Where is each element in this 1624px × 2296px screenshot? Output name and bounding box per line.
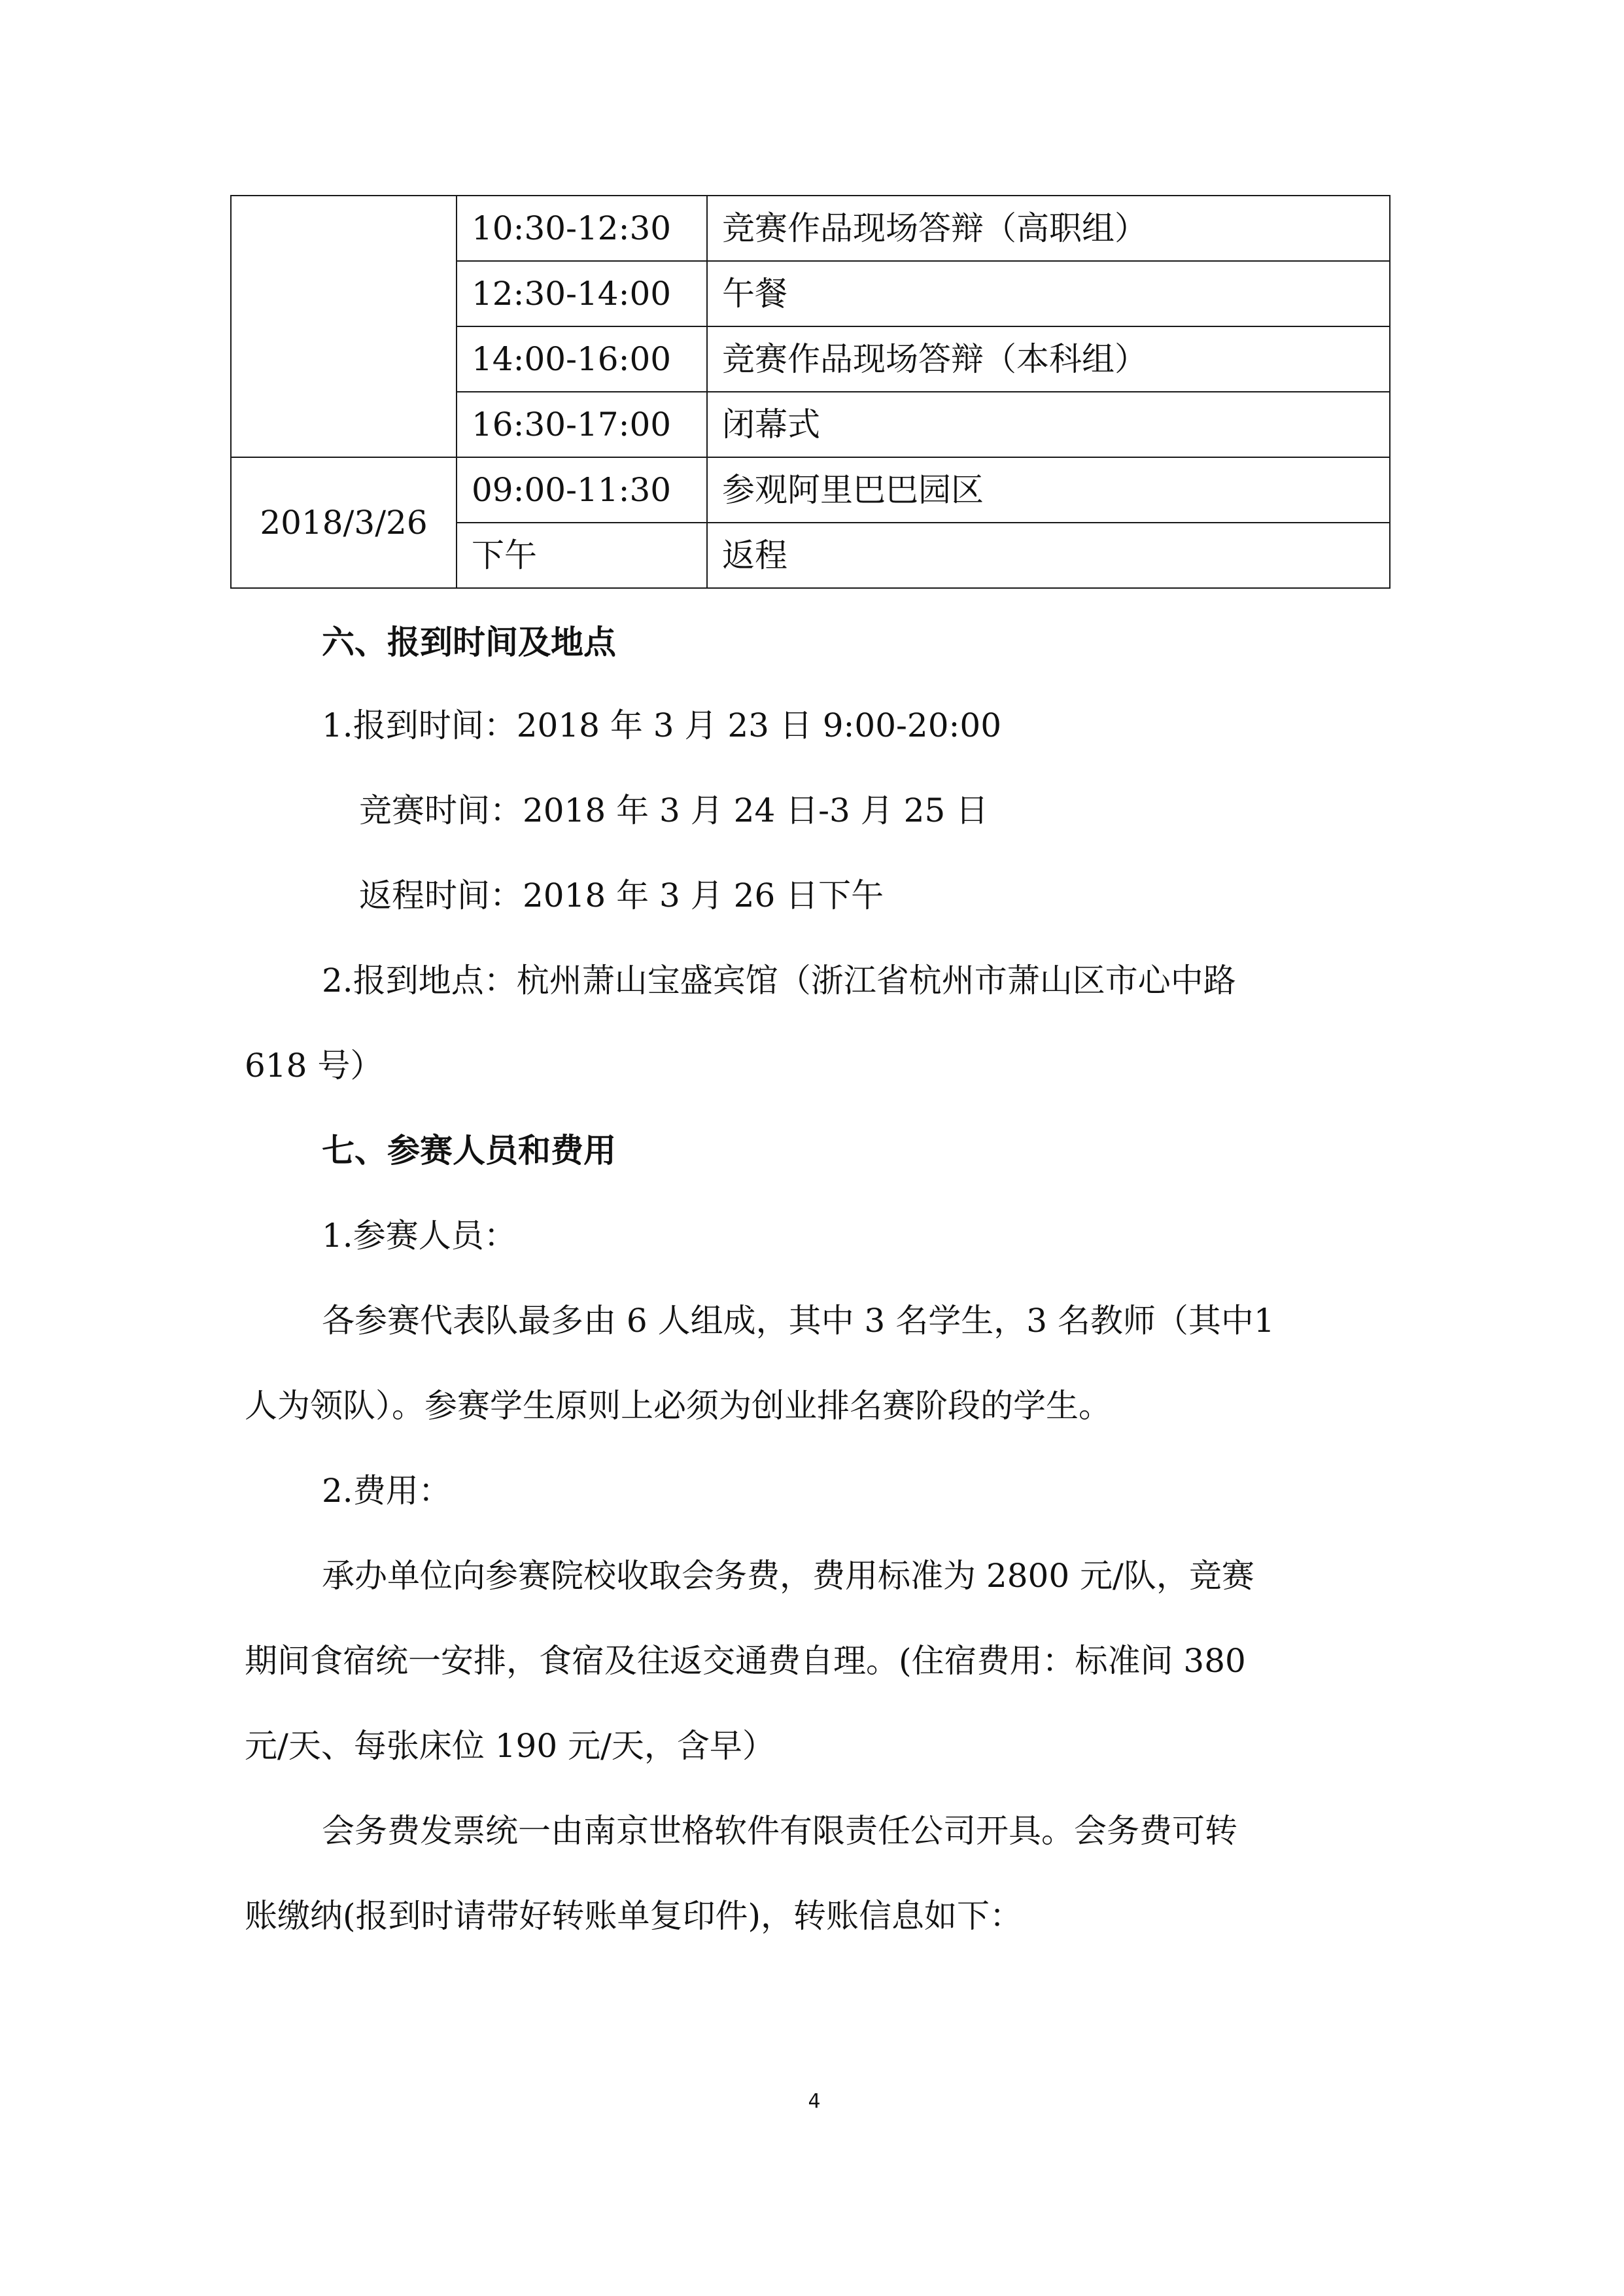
fee-text: 承办单位向参赛院校收取会务费，费用标准为 2800 元/队，竞赛 [322, 1557, 1254, 1595]
report-location-line: 2.报到地点：杭州萧山宝盛宾馆（浙江省杭州市萧山区市心中路 [322, 962, 1236, 1000]
invoice-text: 会务费发票统一由南京世格软件有限责任公司开具。会务费可转 [322, 1812, 1237, 1850]
date-cell: 2018/3/26 [231, 457, 457, 588]
time-cell: 09:00-11:30 [457, 457, 707, 523]
fee-text-cont-2: 元/天、每张床位 190 元/天，含早） [245, 1727, 775, 1765]
section-7-heading: 七、参赛人员和费用 [322, 1132, 616, 1170]
date-cell-previous-day [231, 196, 457, 457]
event-cell: 竞赛作品现场答辩（本科组） [707, 326, 1390, 392]
event-cell: 午餐 [707, 261, 1390, 326]
return-time-line: 返程时间：2018 年 3 月 26 日下午 [359, 877, 884, 914]
time-cell: 16:30-17:00 [457, 392, 707, 457]
event-cell: 参观阿里巴巴园区 [707, 457, 1390, 523]
time-cell: 下午 [457, 523, 707, 588]
time-cell: 10:30-12:30 [457, 196, 707, 261]
report-time-line: 1.报到时间：2018 年 3 月 23 日 9:00-20:00 [322, 706, 1002, 744]
page-number: 4 [808, 2090, 821, 2113]
event-cell: 竞赛作品现场答辩（高职组） [707, 196, 1390, 261]
participants-text: 各参赛代表队最多由 6 人组成，其中 3 名学生，3 名教师（其中1 [322, 1302, 1275, 1340]
event-cell: 闭幕式 [707, 392, 1390, 457]
section-6-heading: 六、报到时间及地点 [322, 623, 616, 661]
competition-time-line: 竞赛时间：2018 年 3 月 24 日-3 月 25 日 [359, 791, 989, 829]
event-cell: 返程 [707, 523, 1390, 588]
participants-title: 1.参赛人员： [322, 1217, 517, 1255]
table-row [231, 196, 1390, 261]
schedule-table [230, 195, 1391, 589]
fee-title: 2.费用： [322, 1472, 451, 1510]
fee-text-cont: 期间食宿统一安排，食宿及往返交通费自理。(住宿费用：标准间 380 [245, 1642, 1246, 1680]
participants-text-cont: 人为领队）。参赛学生原则上必须为创业排名赛阶段的学生。 [245, 1387, 1111, 1425]
invoice-text-cont: 账缴纳(报到时请带好转账单复印件)，转账信息如下： [245, 1897, 1023, 1935]
report-location-line-cont: 618 号） [245, 1047, 383, 1085]
time-cell: 14:00-16:00 [457, 326, 707, 392]
table-row [231, 457, 1390, 523]
time-cell: 12:30-14:00 [457, 261, 707, 326]
